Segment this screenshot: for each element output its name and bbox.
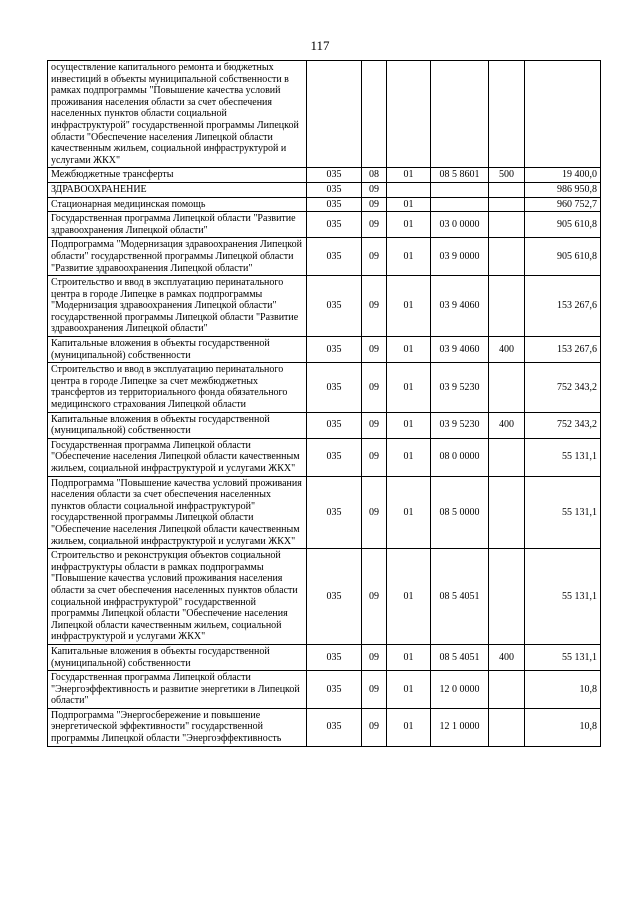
target-article-code: 08 5 4051 [431,644,489,670]
target-article-code [431,182,489,197]
table-row [48,276,601,337]
subsection-code [387,61,431,168]
subsection-code: 01 [387,197,431,212]
amount [525,61,601,168]
amount: 10,8 [525,708,601,746]
target-article-code: 03 9 4060 [431,337,489,363]
target-article-code: 03 9 4060 [431,276,489,337]
section-code: 09 [362,644,387,670]
table-row [48,238,601,276]
amount: 752 343,2 [525,412,601,438]
expense-type-code [489,238,525,276]
section-code: 09 [362,549,387,645]
table-row [48,644,601,670]
expense-type-code [489,276,525,337]
budget-item-name: Подпрограмма "Повышение качества условий проживания населения области за счет обеспечения населенных пунктов области социальной инфраструктурой" государственной программы Липецкой области "Обеспечение населения Липецкой области качественным жильем, социальной инфраструктурой и услугами ЖКХ" [48,476,307,549]
department-code: 035 [307,197,362,212]
expense-type-code [489,671,525,709]
department-code: 035 [307,182,362,197]
budget-item-name: Подпрограмма "Энергосбережение и повышение энергетической эффективности" государственной программы Липецкой области "Энергоэффективность [48,708,307,746]
subsection-code: 01 [387,549,431,645]
table-row [48,212,601,238]
department-code: 035 [307,708,362,746]
table-row [48,363,601,412]
amount: 153 267,6 [525,276,601,337]
budget-item-name: осуществление капитального ремонта и бюджетных инвестиций в объекты муниципальной собственности в рамках подпрограммы "Повышение качества условий проживания населения области за счет обеспечения населенных пунктов области социальной инфраструктурой" государственной программы Липецкой области "Обеспечение населения Липецкой области качественным жильем, социальной инфраструктурой и услугами ЖКХ" [48,61,307,168]
section-code: 09 [362,182,387,197]
target-article-code: 08 0 0000 [431,438,489,476]
section-code: 09 [362,671,387,709]
amount: 55 131,1 [525,438,601,476]
budget-item-name: ЗДРАВООХРАНЕНИЕ [48,182,307,197]
target-article-code [431,61,489,168]
target-article-code: 12 0 0000 [431,671,489,709]
table-row [48,476,601,549]
table-row [48,671,601,709]
table-row [48,337,601,363]
amount: 19 400,0 [525,168,601,183]
expense-type-code [489,182,525,197]
expense-type-code: 400 [489,644,525,670]
department-code: 035 [307,363,362,412]
department-code [307,61,362,168]
subsection-code: 01 [387,363,431,412]
expense-type-code [489,708,525,746]
department-code: 035 [307,438,362,476]
amount: 153 267,6 [525,337,601,363]
section-code: 09 [362,412,387,438]
department-code: 035 [307,337,362,363]
department-code: 035 [307,276,362,337]
department-code: 035 [307,212,362,238]
page-number: 117 [310,38,330,53]
table-row [48,168,601,183]
budget-item-name: Строительство и ввод в эксплуатацию перинатального центра в городе Липецке за счет межбюджетных трансфертов из территориального фонда обязательного медицинского страхования Липецкой области [48,363,307,412]
amount: 905 610,8 [525,238,601,276]
table-row [48,61,601,168]
budget-item-name: Государственная программа Липецкой области "Обеспечение населения Липецкой области качественным жильем, социальной инфраструктурой и услугами ЖКХ" [48,438,307,476]
budget-item-name: Капитальные вложения в объекты государственной (муниципальной) собственности [48,337,307,363]
expense-type-code: 400 [489,337,525,363]
expense-type-code [489,212,525,238]
table-row [48,412,601,438]
target-article-code: 12 1 0000 [431,708,489,746]
amount: 55 131,1 [525,644,601,670]
table-row [48,549,601,645]
section-code: 09 [362,276,387,337]
table-row [48,197,601,212]
amount: 55 131,1 [525,476,601,549]
budget-item-name: Межбюджетные трансферты [48,168,307,183]
department-code: 035 [307,671,362,709]
department-code: 035 [307,549,362,645]
subsection-code: 01 [387,412,431,438]
section-code: 09 [362,438,387,476]
table-row [48,708,601,746]
budget-item-name: Стационарная медицинская помощь [48,197,307,212]
expense-type-code [489,197,525,212]
subsection-code: 01 [387,644,431,670]
section-code: 09 [362,212,387,238]
budget-table [47,60,601,747]
target-article-code: 03 9 5230 [431,412,489,438]
expense-type-code [489,476,525,549]
department-code: 035 [307,476,362,549]
amount: 55 131,1 [525,549,601,645]
expense-type-code [489,438,525,476]
table-row [48,438,601,476]
department-code: 035 [307,644,362,670]
section-code: 09 [362,708,387,746]
budget-item-name: Строительство и ввод в эксплуатацию перинатального центра в городе Липецке в рамках подпрограммы "Модернизация здравоохранения Липецкой области" государственной программы Липецкой области "Развитие здравоохранения Липецкой области" [48,276,307,337]
target-article-code: 03 9 5230 [431,363,489,412]
budget-item-name: Подпрограмма "Модернизация здравоохранения Липецкой области" государственной программы Липецкой области "Развитие здравоохранения Липецкой области" [48,238,307,276]
amount: 10,8 [525,671,601,709]
section-code: 09 [362,197,387,212]
expense-type-code [489,363,525,412]
section-code: 09 [362,238,387,276]
section-code: 09 [362,476,387,549]
target-article-code: 08 5 4051 [431,549,489,645]
amount: 960 752,7 [525,197,601,212]
expense-type-code [489,61,525,168]
amount: 752 343,2 [525,363,601,412]
target-article-code: 03 0 0000 [431,212,489,238]
target-article-code: 03 9 0000 [431,238,489,276]
section-code: 08 [362,168,387,183]
subsection-code: 01 [387,168,431,183]
subsection-code: 01 [387,276,431,337]
target-article-code: 08 5 0000 [431,476,489,549]
amount: 905 610,8 [525,212,601,238]
section-code [362,61,387,168]
department-code: 035 [307,238,362,276]
subsection-code: 01 [387,671,431,709]
expense-type-code: 500 [489,168,525,183]
subsection-code: 01 [387,708,431,746]
budget-item-name: Государственная программа Липецкой области "Энергоэффективность и развитие энергетики в Липецкой области" [48,671,307,709]
amount: 986 950,8 [525,182,601,197]
budget-table-body [48,61,601,747]
budget-item-name: Государственная программа Липецкой области "Развитие здравоохранения Липецкой области" [48,212,307,238]
target-article-code [431,197,489,212]
section-code: 09 [362,363,387,412]
budget-item-name: Капитальные вложения в объекты государственной (муниципальной) собственности [48,644,307,670]
budget-item-name: Строительство и реконструкция объектов социальной инфраструктуры области в рамках подпрограммы "Повышение качества условий проживания населения области за счет обеспечения населенных пунктов области социальной инфраструктурой" государственной программы Липецкой области "Обеспечение населения Липецкой области качественным жильем, социальной инфраструктурой и услугами ЖКХ" [48,549,307,645]
budget-item-name: Капитальные вложения в объекты государственной (муниципальной) собственности [48,412,307,438]
department-code: 035 [307,168,362,183]
section-code: 09 [362,337,387,363]
department-code: 035 [307,412,362,438]
expense-type-code [489,549,525,645]
table-row [48,182,601,197]
subsection-code: 01 [387,337,431,363]
subsection-code: 01 [387,238,431,276]
expense-type-code: 400 [489,412,525,438]
subsection-code [387,182,431,197]
subsection-code: 01 [387,438,431,476]
subsection-code: 01 [387,212,431,238]
subsection-code: 01 [387,476,431,549]
target-article-code: 08 5 8601 [431,168,489,183]
